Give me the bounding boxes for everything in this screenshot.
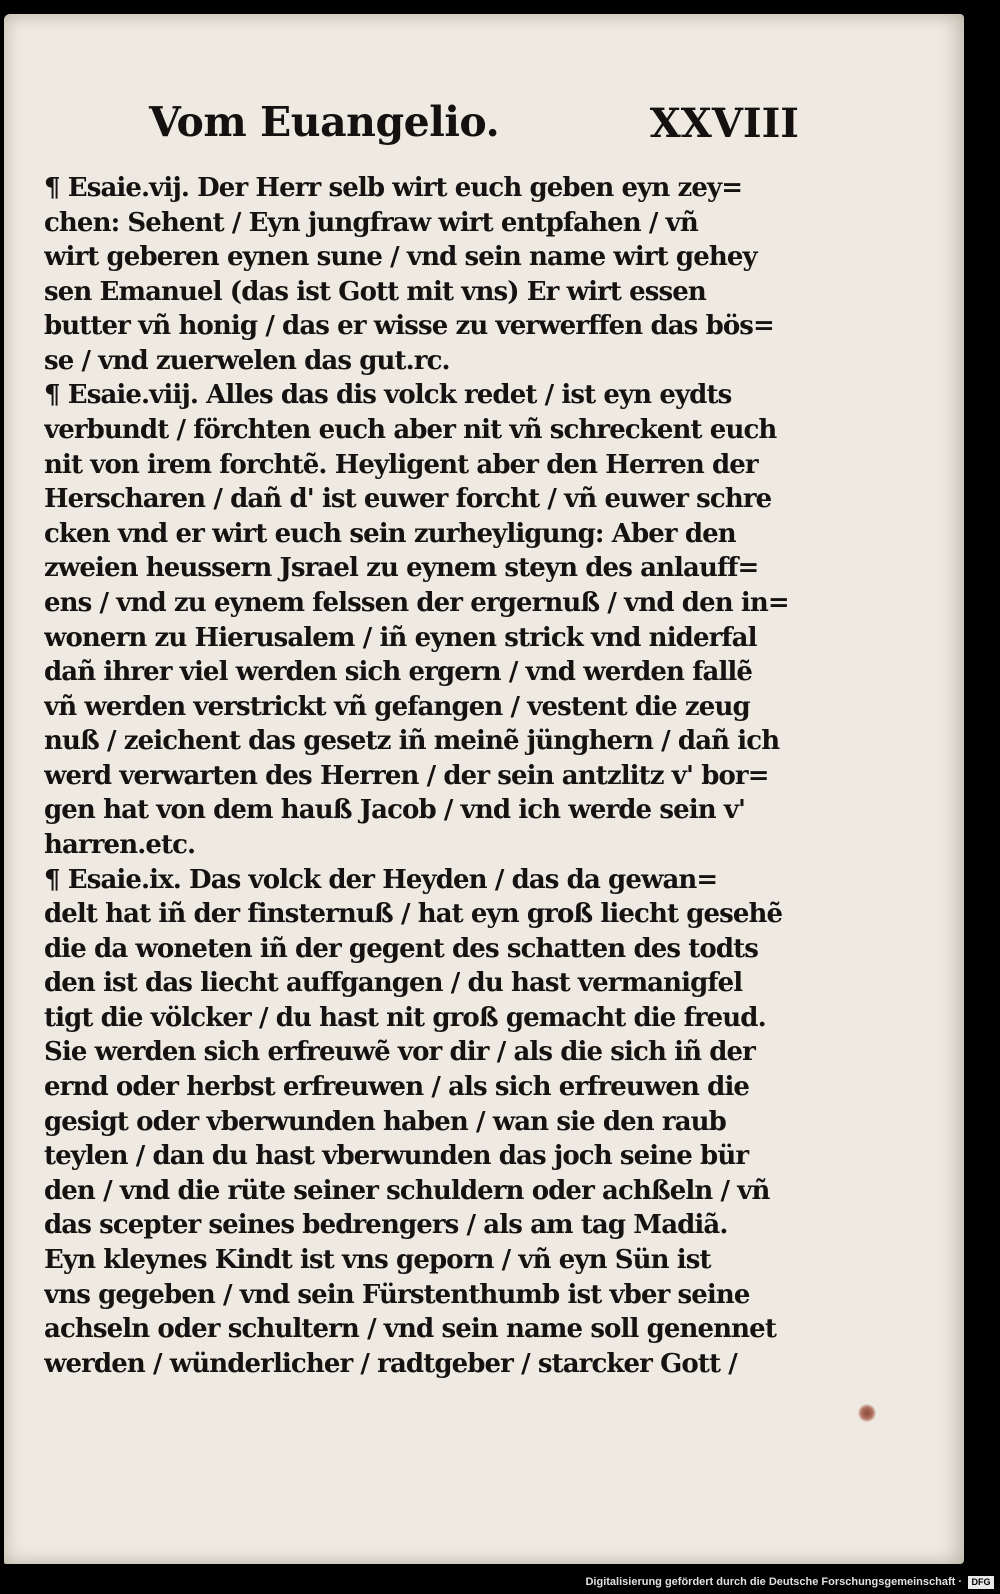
text-line: butter vñ honig / das er wisse zu verwerffen das bös=: [44, 311, 774, 342]
text-line: den / vnd die rüte seiner schuldern oder achßeln / vñ: [44, 1175, 770, 1206]
funding-note: Digitalisierung gefördert durch die Deutsche Forschungsgemeinschaft ·: [585, 1576, 962, 1588]
text-line: gen hat von dem hauß Jacob / vnd ich werde sein v': [44, 795, 746, 826]
ink-stain: [858, 1404, 876, 1422]
page-header: [149, 98, 799, 158]
folio-number: XXVIII: [649, 100, 799, 147]
text-line: wirt geberen eynen sune / vnd sein name wirt gehey: [44, 242, 757, 273]
text-line: sen Emanuel (das ist Gott mit vns) Er wirt essen: [44, 276, 706, 307]
text-line: delt hat iñ der finsternuß / hat eyn groß liecht gesehẽ: [44, 899, 783, 930]
text-line: vns gegeben / vnd sein Fürstenthumb ist vber seine: [44, 1279, 750, 1310]
text-line: se / vnd zuerwelen das gut.rc.: [44, 345, 450, 376]
text-line: nit von irem forchtẽ. Heyligent aber den Herren der: [44, 449, 758, 480]
text-line: wonern zu Hierusalem / iñ eynen strick vnd niderfal: [44, 622, 757, 653]
text-line: Sie werden sich erfreuwẽ vor dir / als die sich iñ der: [44, 1037, 755, 1068]
text-line: verbundt / förchten euch aber nit vñ schreckent euch: [44, 415, 777, 446]
text-line: das scepter seines bedrengers / als am tag Madiã.: [44, 1210, 728, 1241]
text-line: Eyn kleynes Kindt ist vns geporn / vñ eyn Sün ist: [44, 1244, 711, 1275]
footer-bar: [0, 1566, 1000, 1594]
text-line: werd verwarten des Herren / der sein antzlitz v' bor=: [44, 760, 769, 791]
dfg-logo-icon: DFG: [968, 1576, 994, 1589]
text-line: die da woneten iñ der gegent des schatten des todts: [44, 933, 758, 964]
text-line: harren.etc.: [44, 829, 196, 860]
text-block: [44, 171, 814, 1381]
book-page: [4, 14, 964, 1564]
text-line: ens / vnd zu eynem felssen der ergernuß / vnd den in=: [44, 587, 789, 618]
text-line: den ist das liecht auffgangen / du hast vermanigfel: [44, 968, 743, 999]
text-line: cken vnd er wirt euch sein zurheyligung: Aber den: [44, 518, 736, 549]
text-line: dañ ihrer viel werden sich ergern / vnd werden fallẽ: [44, 657, 753, 688]
text-line: vñ werden verstrickt vñ gefangen / vestent die zeug: [44, 691, 750, 722]
text-line: teylen / dan du hast vberwunden das joch seine bür: [44, 1141, 749, 1172]
text-line: ¶ Esaie.ix. Das volck der Heyden / das da gewan=: [44, 864, 718, 895]
text-line: zweien heussern Jsrael zu eynem steyn des anlauff=: [44, 553, 759, 584]
text-line: werden / wünderlicher / radtgeber / starcker Gott /: [44, 1348, 737, 1379]
text-line: chen: Sehent / Eyn jungfraw wirt entpfahen / vñ: [44, 207, 698, 238]
text-line: ¶ Esaie.vij. Der Herr selb wirt euch geben eyn zey=: [44, 173, 743, 203]
text-line: ernd oder herbst erfreuwen / als sich erfreuwen die: [44, 1072, 750, 1103]
text-line: nuß / zeichent das gesetz iñ meinẽ jünghern / dañ ich: [44, 726, 780, 757]
text-line: tigt die völcker / du hast nit groß gemacht die freud.: [44, 1002, 766, 1033]
text-line: Herscharen / dañ d' ist euwer forcht / vñ euwer schre: [44, 484, 772, 515]
text-line: achseln oder schultern / vnd sein name soll genennet: [44, 1314, 776, 1345]
running-title: Vom Euangelio.: [149, 98, 500, 146]
text-line: gesigt oder vberwunden haben / wan sie den raub: [44, 1106, 726, 1137]
text-line: ¶ Esaie.viij. Alles das dis volck redet / ist eyn eydts: [44, 380, 732, 411]
